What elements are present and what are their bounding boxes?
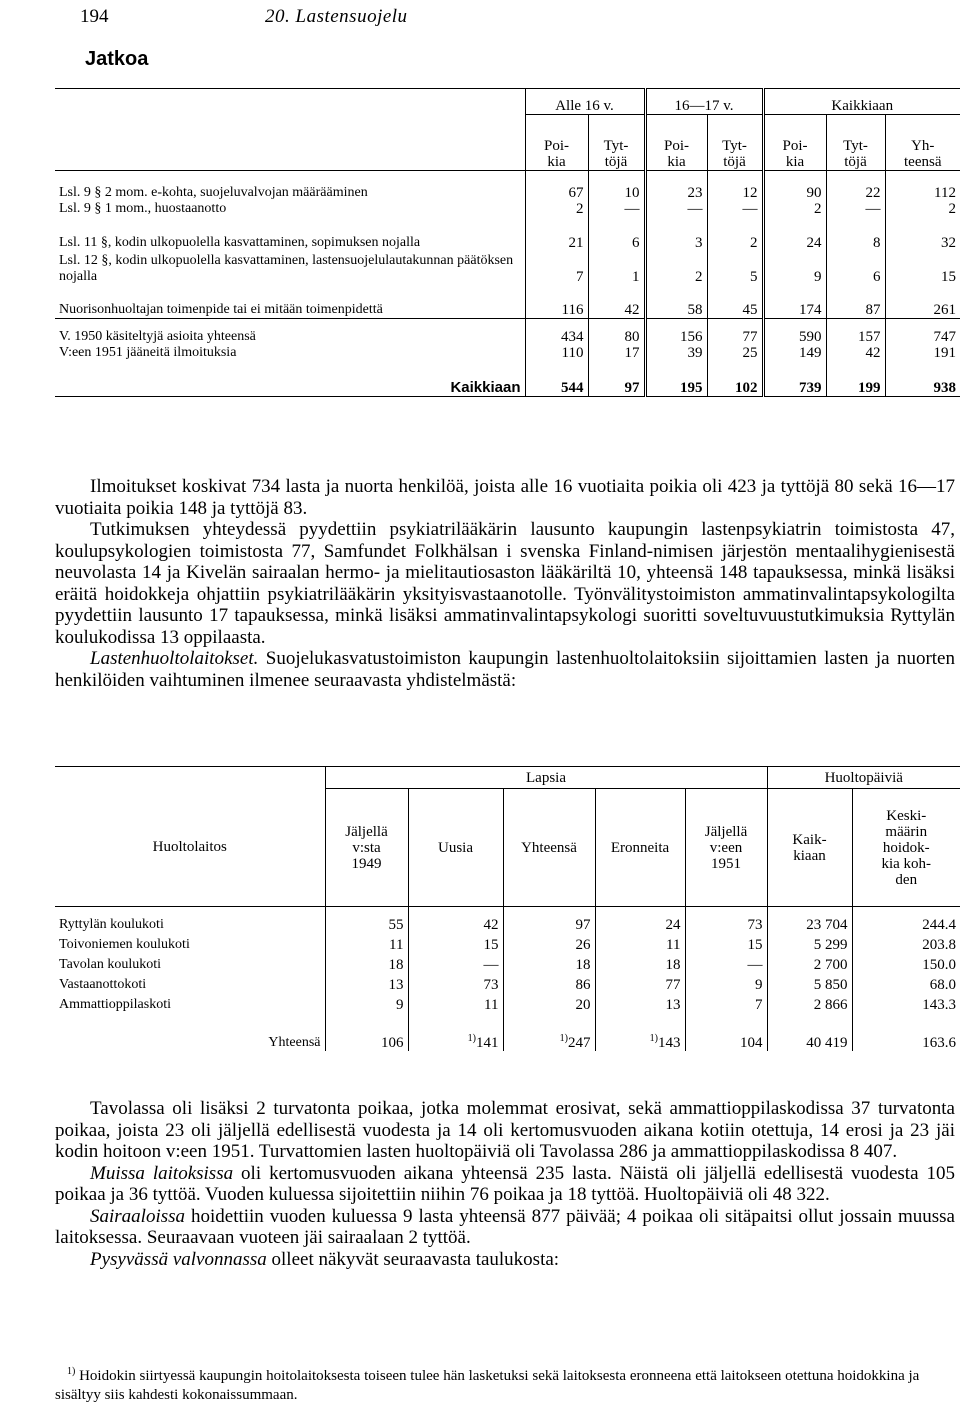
cell-value: 11	[595, 933, 685, 953]
subheader-tyttoja: Tyt- töjä	[707, 115, 763, 171]
col-keskimaarin: Keski- määrin hoidok- kia koh- den	[881, 807, 932, 888]
cell-value: 8	[826, 217, 885, 251]
italic-lead: Pysyvässä valvonnassa	[90, 1248, 267, 1270]
cell-value: 86	[503, 973, 595, 993]
table-cases	[55, 88, 960, 397]
total-value: 739	[763, 377, 826, 397]
paragraph	[55, 1249, 955, 1271]
total-value: 102	[707, 377, 763, 397]
cell-value: 15	[941, 268, 956, 285]
cell-value: 39	[645, 345, 707, 361]
cell-value: 23	[645, 185, 707, 201]
total-value	[408, 1029, 503, 1051]
cell-value: 6	[826, 251, 885, 285]
col-jaljella-veen: Jäljellä v:een 1951	[685, 789, 767, 907]
cell-value: 18	[595, 953, 685, 973]
cell-value: —	[685, 953, 767, 973]
cell-value: 12	[707, 185, 763, 201]
row-label: V:een 1951 jääneitä ilmoituksia	[55, 345, 525, 361]
cell-value: 2	[707, 217, 763, 251]
cell-value: 90	[763, 185, 826, 201]
cell-value: —	[588, 201, 645, 217]
head-group-alle16: Alle 16 v.	[525, 89, 645, 115]
cell-value: 20	[503, 993, 595, 1013]
col-eronneita: Eronneita	[595, 789, 685, 907]
total-value: 97	[588, 377, 645, 397]
row-label: Ammattioppilaskoti	[55, 993, 325, 1013]
cell-value: 17	[588, 345, 645, 361]
cell-value: 24	[763, 217, 826, 251]
cell-value: 191	[933, 344, 956, 361]
table-total-row	[55, 377, 960, 397]
text-block-2	[55, 1098, 955, 1270]
total-value: 544	[525, 377, 588, 397]
cell-value: 55	[325, 913, 408, 933]
row-label: Vastaanottokoti	[55, 973, 325, 993]
italic-lead: Sairaaloissa	[90, 1205, 186, 1227]
total-number: 106	[381, 1034, 404, 1051]
cell-value: 80	[588, 319, 645, 345]
cell-value: 1	[588, 251, 645, 285]
table-row	[55, 933, 960, 953]
cell-value: —	[826, 201, 885, 217]
paragraph	[55, 1163, 955, 1206]
cell-value: 58	[645, 285, 707, 319]
footnote	[55, 1362, 955, 1405]
subheader-poikia: Poi- kia	[645, 115, 707, 171]
text-block-1	[55, 476, 955, 691]
cell-value: 7	[525, 251, 588, 285]
total-number: 163.6	[922, 1034, 956, 1051]
cell-value: 9	[685, 973, 767, 993]
cell-value: —	[408, 953, 503, 973]
cell-value: 18	[503, 953, 595, 973]
table-row	[55, 185, 960, 201]
cell-value: 149	[763, 345, 826, 361]
head-group-16-17: 16—17 v.	[645, 89, 763, 115]
footnote-mark: 1)	[559, 1032, 568, 1044]
cell-value: 7	[685, 993, 767, 1013]
cell-value: 23 704	[767, 913, 852, 933]
total-value: 199	[826, 377, 885, 397]
cell-value: 15	[685, 933, 767, 953]
col-yhteensa: Yhteensä	[503, 789, 595, 907]
subheader-poikia: Poi- kia	[763, 115, 826, 171]
cell-value: 21	[525, 217, 588, 251]
row-label: V. 1950 käsiteltyjä asioita yhteensä	[55, 319, 525, 345]
cell-value: 2 700	[767, 953, 852, 973]
cell-value: 22	[826, 185, 885, 201]
table-row	[55, 953, 960, 973]
cell-value: 434	[525, 319, 588, 345]
page-header	[80, 6, 940, 28]
total-number: 40 419	[806, 1034, 848, 1051]
row-label: Lsl. 9 § 1 mom., huostaanotto	[55, 201, 525, 217]
cell-value: 2	[525, 201, 588, 217]
table-row	[55, 251, 960, 285]
cell-value: 87	[826, 285, 885, 319]
table-row	[55, 345, 960, 361]
table-row	[55, 201, 960, 217]
table-row	[55, 319, 960, 345]
paragraph: Ilmoitukset koskivat 734 lasta ja nuorta henkilöä, joista alle 16 vuotiaita poikia oli 423 ja tyttöjä 80 sekä 16—17 vuotiaita poikia 148 ja tyttöjä 83.	[55, 476, 955, 519]
paragraph: Tutkimuksen yhteydessä pyydettiin psykiatrilääkärin lausunto kaupungin lastenpsykiatrin toimistosta 47, koulupsykologien toimistosta 77, Samfundet Folkhälsan i svenska Finland-nimisen järjestön mentaalihygienisestä neuvolasta 14 ja Kivelän sairaalan hermo- ja mielitautiosaston lääkäriltä 10, yhteensä 148 tapauksessa, minkä lisäksi eräitä hoidokkeja ohjattiin psykiatrilääkärin yksityisvastaanotolle. Työnvälitystoimiston ammatinvalintapsykologilta pyydettiin lausunto 17 tapauksessa, minkä lisäksi ammatinvalintapsykologi suoritti soveltuvuustutkimuksia Ryttylän koulukodissa 13 oppilaasta.	[55, 519, 955, 648]
cell-value: 18	[325, 953, 408, 973]
total-number: 104	[740, 1034, 763, 1051]
cell-value: 9	[763, 251, 826, 285]
cell-value: 157	[826, 319, 885, 345]
cell-value: 32	[941, 234, 956, 251]
cell-value: 97	[503, 913, 595, 933]
cell-value: 261	[933, 302, 956, 318]
col-jaljella-vsta: Jäljellä v:sta 1949	[325, 789, 408, 907]
row-label: Nuorisonhuoltajan toimenpide tai ei mitään toimenpidettä	[55, 285, 525, 319]
running-head: 20. Lastensuojelu	[265, 6, 408, 27]
cell-value: 174	[763, 285, 826, 319]
row-label: Lsl. 12 §, kodin ulkopuolella kasvattaminen, lastensuojelulautakunnan päätöksen nojalla	[55, 251, 525, 285]
cell-value: 6	[588, 217, 645, 251]
group-huoltopaivia: Huoltopäiviä	[767, 767, 960, 789]
cell-value: 747	[933, 328, 956, 345]
cell-value: 9	[325, 993, 408, 1013]
cell-value: 42	[408, 913, 503, 933]
total-value	[852, 1029, 960, 1051]
cell-value: 73	[408, 973, 503, 993]
cell-value: 24	[595, 913, 685, 933]
section-title: Jatkoa	[85, 48, 149, 70]
row-label: Ryttylän koulukoti	[55, 913, 325, 933]
cell-value: 2	[645, 251, 707, 285]
cell-value: 77	[595, 973, 685, 993]
cell-value: 11	[325, 933, 408, 953]
total-value	[595, 1029, 685, 1051]
cell-value: 26	[503, 933, 595, 953]
table-total-row	[55, 1029, 960, 1051]
row-label: Lsl. 11 §, kodin ulkopuolella kasvattaminen, sopimuksen nojalla	[55, 217, 525, 251]
cell-value: 156	[645, 319, 707, 345]
table-row	[55, 993, 960, 1013]
paragraph	[55, 648, 955, 691]
total-number: 143	[658, 1034, 681, 1051]
row-label: Tavolan koulukoti	[55, 953, 325, 973]
total-value	[503, 1029, 595, 1051]
cell-value: 110	[525, 345, 588, 361]
cell-value: 116	[525, 285, 588, 319]
cell-value: 45	[707, 285, 763, 319]
subheader-tyttoja: Tyt- töjä	[826, 115, 885, 171]
footnote-mark: 1)	[467, 1032, 476, 1044]
subheader-yhteensa: Yh- teensä	[904, 138, 942, 170]
paragraph-text: hoidettiin vuoden kuluessa 9 lasta yhteensä 877 päivää; 4 poikaa oli sitäpaitsi ollut jossain muussa laitoksessa. Seuraavaan vuoteen jäi sairaalaan 2 tyttöä.	[55, 1205, 955, 1248]
subheader-poikia: Poi- kia	[525, 115, 588, 171]
paragraph-text: olleet näkyvät seuraavasta taulukosta:	[266, 1248, 560, 1270]
head-group-kaikkiaan: Kaikkiaan	[763, 89, 960, 115]
paragraph: Tavolassa oli lisäksi 2 turvatonta poikaa, jotka molemmat erosivat, sekä ammattioppilaskodissa 37 turvatonta poikaa, joista 23 oli jäljellä edellisestä vuodesta ja 14 oli kertomusvuoden aikana kotiin otettuja, 14 erosi ja 23 jäi kodin hoitoon v:een 1951. Turvattomien lasten huoltopäiviä oli Tavolassa 286 ja ammattioppilaskodissa 8 407.	[55, 1098, 955, 1162]
total-number: 141	[476, 1034, 499, 1051]
cell-value: 77	[707, 319, 763, 345]
footnote-mark: 1)	[67, 1366, 76, 1377]
col-kaikkiaan: Kaik- kiaan	[767, 789, 852, 907]
cell-value: 150.0	[922, 956, 956, 973]
col-uusia: Uusia	[408, 789, 503, 907]
group-lapsia: Lapsia	[325, 767, 767, 789]
paragraph-text: oli kertomusvuoden aikana yhteensä 235 lasta. Näistä oli jäljellä edellisestä vuodesta 105 poikaa ja 36 tyttöä. Vuoden kuluessa sijoitettiin niihin 76 poikaa ja 18 tyttöä. Huoltopäiviä oli 48 322.	[55, 1162, 955, 1205]
total-value	[685, 1029, 767, 1051]
cell-value: 143.3	[922, 996, 956, 1013]
table-row	[55, 285, 960, 319]
table-row	[55, 913, 960, 933]
cell-value: 11	[408, 993, 503, 1013]
total-label: Yhteensä	[55, 1029, 325, 1051]
cell-value: 112	[934, 184, 956, 201]
cell-value: 590	[763, 319, 826, 345]
total-value	[325, 1029, 408, 1051]
cell-value: 25	[707, 345, 763, 361]
cell-value: 2	[763, 201, 826, 217]
cell-value: 42	[826, 345, 885, 361]
cell-value: 2	[948, 200, 956, 217]
cell-value: 15	[408, 933, 503, 953]
cell-value: 3	[645, 217, 707, 251]
cell-value: 68.0	[929, 976, 956, 993]
table-row	[55, 973, 960, 993]
cell-value: —	[645, 201, 707, 217]
italic-lead: Muissa laitoksissa	[90, 1162, 234, 1184]
subheader-tyttoja: Tyt- töjä	[588, 115, 645, 171]
paragraph	[55, 1206, 955, 1249]
cell-value: 73	[685, 913, 767, 933]
italic-lead: Lastenhuoltolaitokset.	[90, 648, 259, 669]
paragraph-text: Suojelukasvatustoimiston kaupungin lastenhuoltolaitoksiin sijoittamien lasten ja nuorten henkilöiden vaihtuminen ilmenee seuraavasta yhdistelmästä:	[55, 648, 955, 691]
row-label: Toivoniemen koulukoti	[55, 933, 325, 953]
total-value: 195	[645, 377, 707, 397]
cell-value: 13	[325, 973, 408, 993]
total-number: 247	[568, 1034, 591, 1051]
table-institutions	[55, 766, 960, 1051]
cell-value: 244.4	[922, 916, 956, 933]
col-huoltolaitos: Huoltolaitos	[55, 789, 325, 907]
cell-value: 203.8	[922, 936, 956, 953]
cell-value: 5	[707, 251, 763, 285]
total-label: Kaikkiaan	[55, 377, 525, 397]
row-label: Lsl. 9 § 2 mom. e-kohta, suojeluvalvojan määrääminen	[55, 185, 525, 201]
page-number: 194	[80, 6, 109, 27]
cell-value: 67	[525, 185, 588, 201]
cell-value: 2 866	[767, 993, 852, 1013]
cell-value: 5 299	[767, 933, 852, 953]
cell-value: 10	[588, 185, 645, 201]
cell-value: 13	[595, 993, 685, 1013]
total-value: 938	[933, 380, 956, 396]
footnote-text: Hoidokin siirtyessä kaupungin hoitolaitoksesta toiseen tulee hän lasketuksi sekä laitoksesta eronneena että laitokseen otettuna hoidokkina ja sisältyy siis kahdesti kokonaissummaan.	[55, 1368, 920, 1403]
table-row	[55, 217, 960, 251]
total-value	[767, 1029, 852, 1051]
cell-value: —	[707, 201, 763, 217]
cell-value: 5 850	[767, 973, 852, 993]
footnote-mark: 1)	[649, 1032, 658, 1044]
cell-value: 42	[588, 285, 645, 319]
